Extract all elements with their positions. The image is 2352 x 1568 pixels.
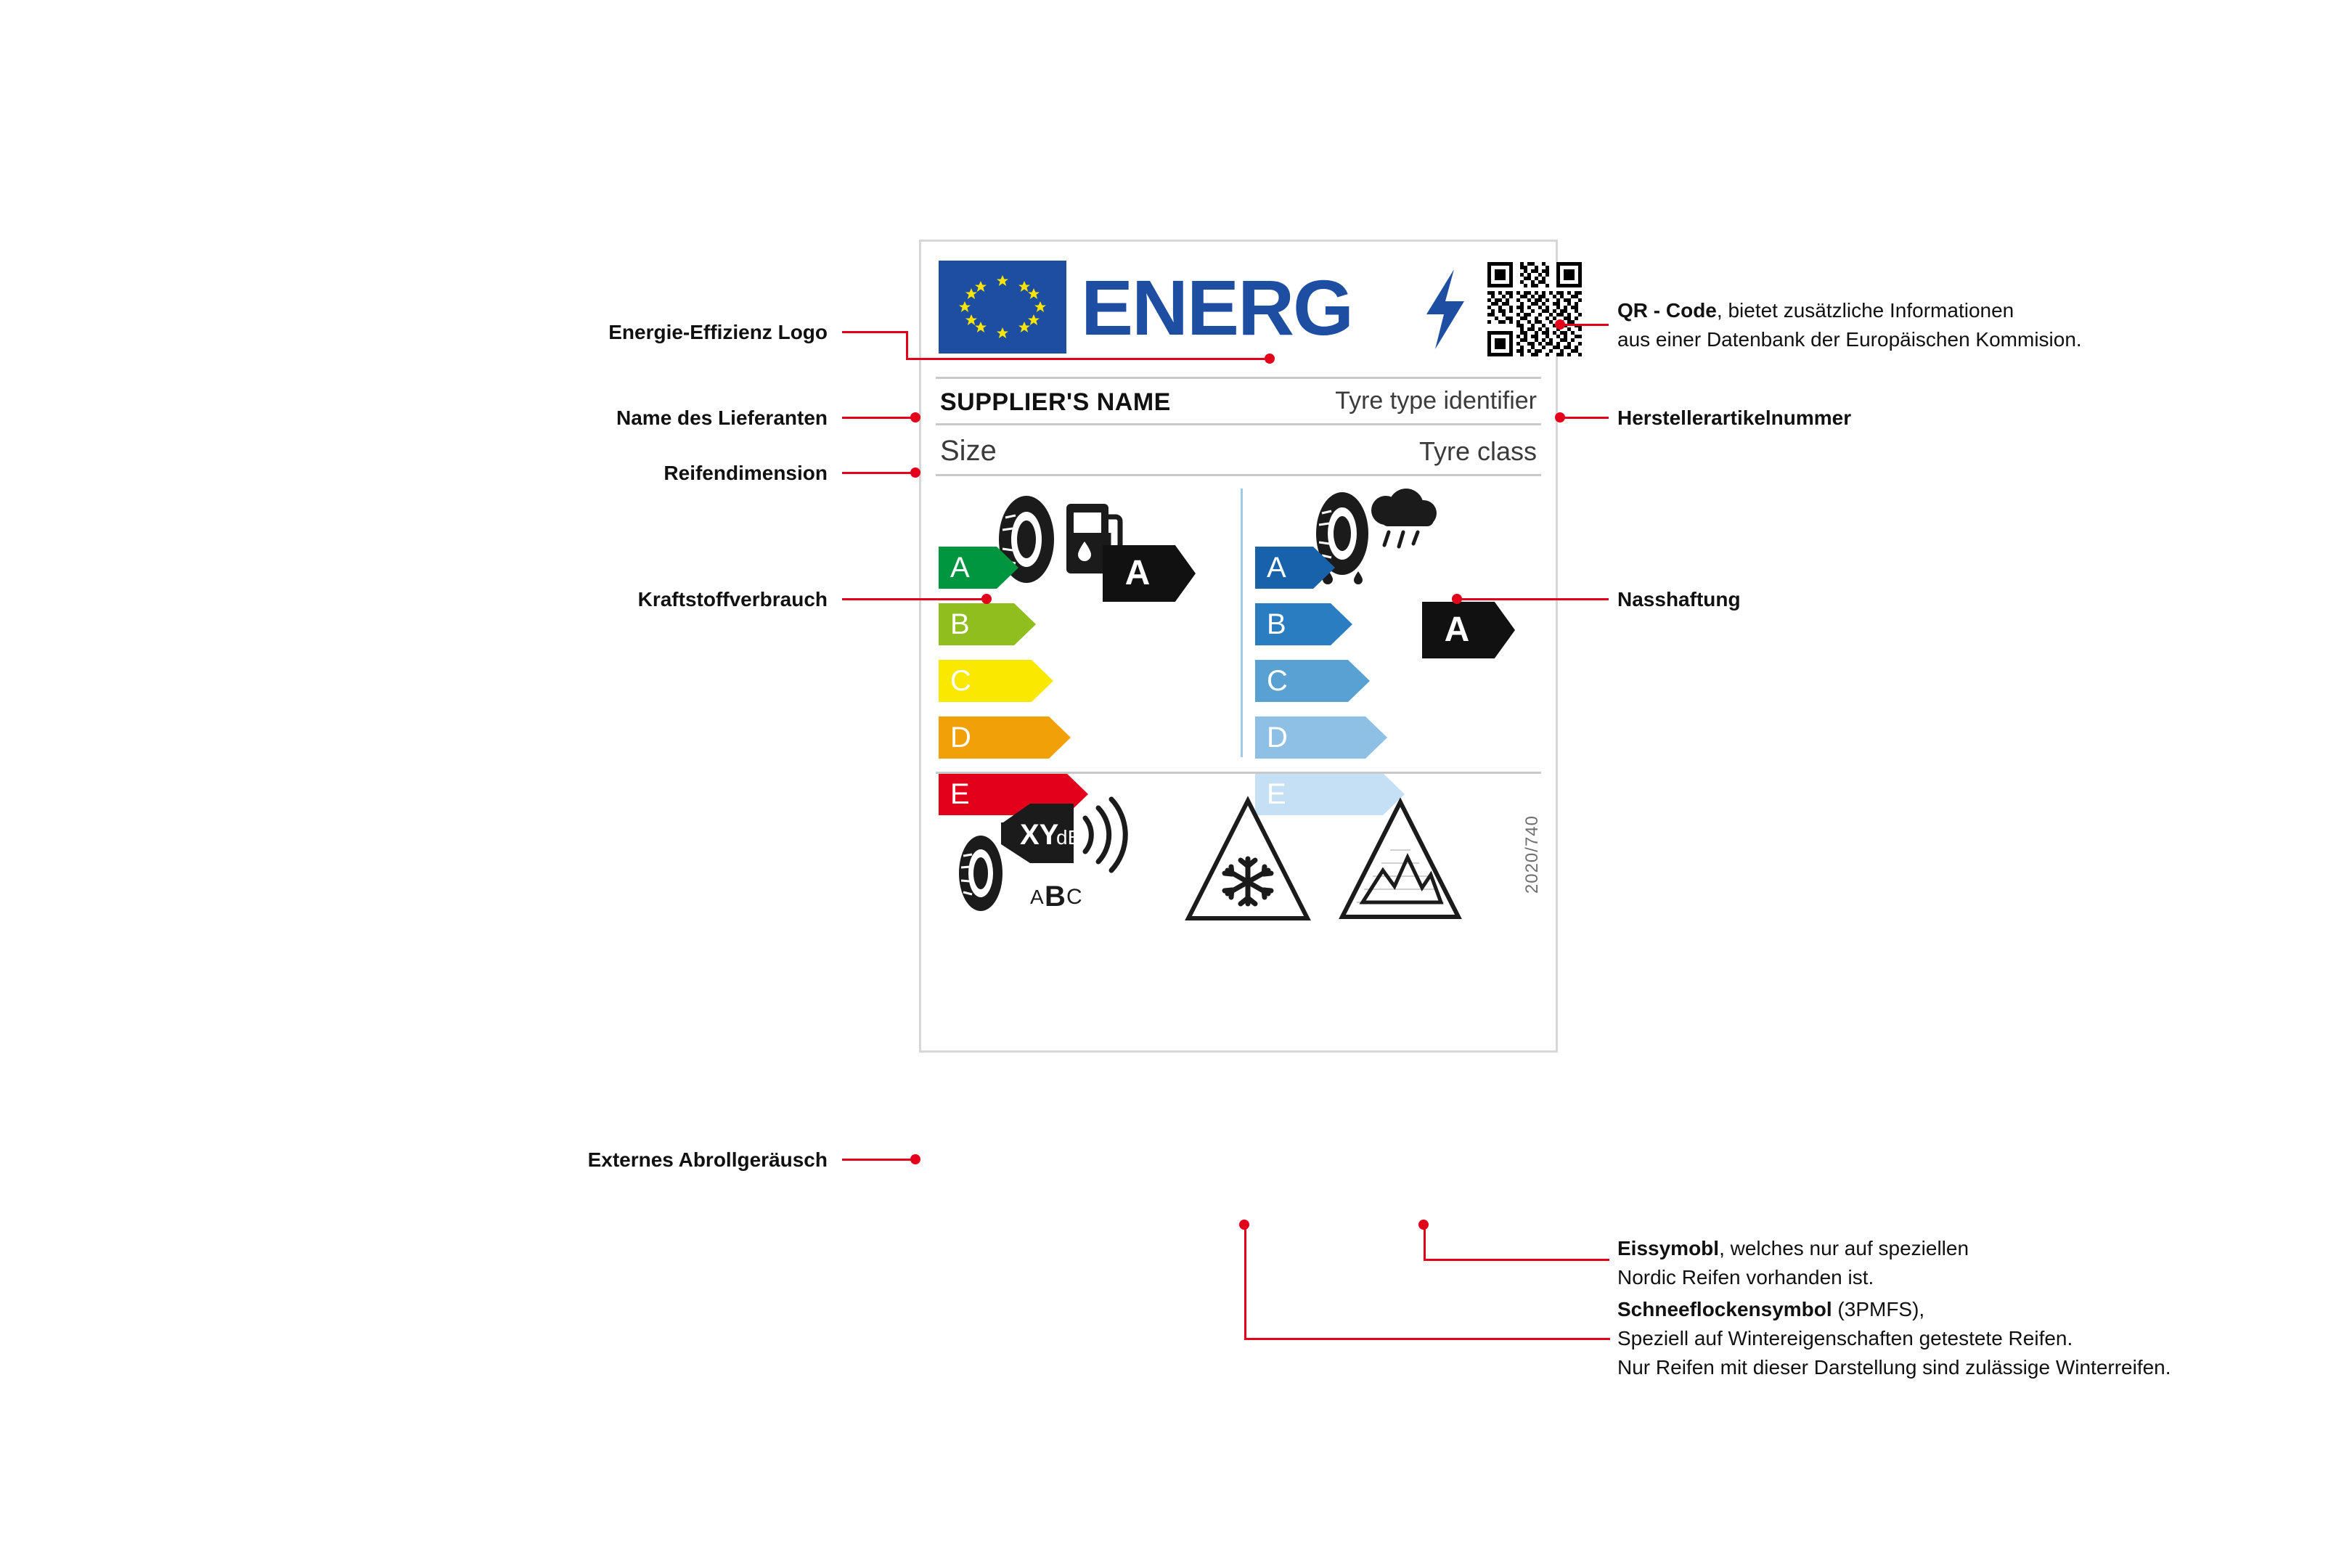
callout-energy-logo: Energie-Effizienz Logo xyxy=(608,321,828,343)
leader-qr xyxy=(1562,324,1609,326)
callout-fuel: Kraftstoffverbrauch xyxy=(637,588,828,611)
leader-noise xyxy=(842,1159,915,1161)
ice-grip-icon xyxy=(1335,793,1466,931)
wet-grade-row xyxy=(1255,716,1444,759)
wet-grade-row xyxy=(1255,547,1444,589)
eu-tyre-label-card xyxy=(919,240,1558,1053)
leader-wet xyxy=(1459,598,1609,600)
qr-code-icon[interactable] xyxy=(1487,262,1582,356)
wet-grade-row xyxy=(1255,603,1444,645)
supplier-name-text: SUPPLIER'S NAME xyxy=(940,388,1171,416)
tyre-type-identifier-text: Tyre type identifier xyxy=(1335,387,1537,415)
callout-article-number: Herstellerartikelnummer xyxy=(1617,407,1852,429)
leader-energy-logo-h xyxy=(842,331,907,333)
leader-dot-size xyxy=(910,467,920,478)
fuel-grade-row xyxy=(939,603,1127,645)
lightning-bolt-icon xyxy=(1422,269,1469,349)
wet-grade-row xyxy=(1255,660,1444,702)
size-row xyxy=(921,426,1556,474)
fuel-grade-row xyxy=(939,660,1127,702)
wet-grade-letter: A xyxy=(1267,552,1286,584)
fuel-grade-row xyxy=(939,547,1127,589)
wet-grade-letter: C xyxy=(1267,665,1288,697)
divider-size xyxy=(936,474,1541,476)
leader-fuel xyxy=(842,598,987,600)
leader-ice-v xyxy=(1424,1224,1426,1260)
leader-article xyxy=(1562,417,1609,419)
noise-class-c: C xyxy=(1066,885,1082,909)
leader-energy-logo-h2 xyxy=(906,358,1269,360)
callout-supplier: Name des Lieferanten xyxy=(616,407,828,429)
fuel-grade-badge-letter: A xyxy=(1124,554,1151,592)
leader-snow-v xyxy=(1244,1224,1246,1340)
leader-supplier xyxy=(842,417,915,419)
callout-size: Reifendimension xyxy=(663,462,828,484)
leader-snow-h xyxy=(1244,1338,1610,1340)
energy-logo-wordmark: ENERG xyxy=(1081,264,1353,351)
noise-unit-text: dB xyxy=(1056,826,1082,849)
fuel-grade-letter: B xyxy=(950,608,970,640)
noise-value-text: XY xyxy=(1020,819,1059,851)
leader-ice-h xyxy=(1424,1259,1609,1261)
callout-qr: QR - Code, bietet zusätzliche Informationen aus einer Datenbank der Europäischen Kommision. xyxy=(1617,299,2082,351)
leader-dot-supplier xyxy=(910,412,920,422)
fuel-grade-letter: E xyxy=(950,778,970,810)
noise-class-b: B xyxy=(1045,881,1066,912)
noise-pictogram xyxy=(950,793,1168,939)
wet-grade-letter: E xyxy=(1267,778,1286,810)
fuel-grade-letter: C xyxy=(950,665,971,697)
snowflake-3pmfs-icon xyxy=(1183,793,1313,931)
divider-bottom xyxy=(936,772,1541,774)
eu-flag-icon xyxy=(939,261,1066,354)
fuel-grade-row xyxy=(939,716,1127,759)
divider-header xyxy=(936,377,1541,379)
leader-dot-noise xyxy=(910,1154,920,1164)
callout-noise: Externes Abrollgeräusch xyxy=(587,1148,828,1171)
leader-dot-energy-logo xyxy=(1265,354,1275,364)
leader-dot-fuel xyxy=(981,594,992,604)
wet-grade-letter: B xyxy=(1267,608,1286,640)
supplier-row xyxy=(921,380,1556,425)
regulation-code-text: 2020/740 xyxy=(1522,815,1542,894)
fuel-grade-letter: D xyxy=(950,722,971,754)
wet-grade-letter: D xyxy=(1267,722,1288,754)
leader-size xyxy=(842,472,915,474)
wet-grade-badge xyxy=(1422,602,1515,658)
leader-energy-logo-v xyxy=(906,331,908,360)
wet-grade-badge-letter: A xyxy=(1444,611,1470,649)
fuel-grade-badge xyxy=(1103,545,1196,602)
fuel-grade-scale xyxy=(939,547,1127,830)
wet-grade-scale xyxy=(1255,547,1444,830)
fuel-grade-letter: A xyxy=(950,552,970,584)
tyre-size-text: Size xyxy=(940,435,997,467)
center-divider xyxy=(1241,489,1243,757)
tyre-class-text: Tyre class xyxy=(1418,436,1537,466)
callout-ice: Eissymobl, welches nur auf speziellen Nordic Reifen vorhanden ist. xyxy=(1617,1237,1969,1289)
divider-supplier xyxy=(936,423,1541,425)
label-header xyxy=(921,242,1556,376)
noise-class-a: A xyxy=(1030,886,1044,908)
callout-wet: Nasshaftung xyxy=(1617,588,1741,611)
callout-snowflake: Schneeflockensymbol (3PMFS), Speziell auf Wintereigenschaften getestete Reifen. Nur Reifen mit dieser Darstellung sind zulässige Winterreifen. xyxy=(1617,1298,2171,1379)
